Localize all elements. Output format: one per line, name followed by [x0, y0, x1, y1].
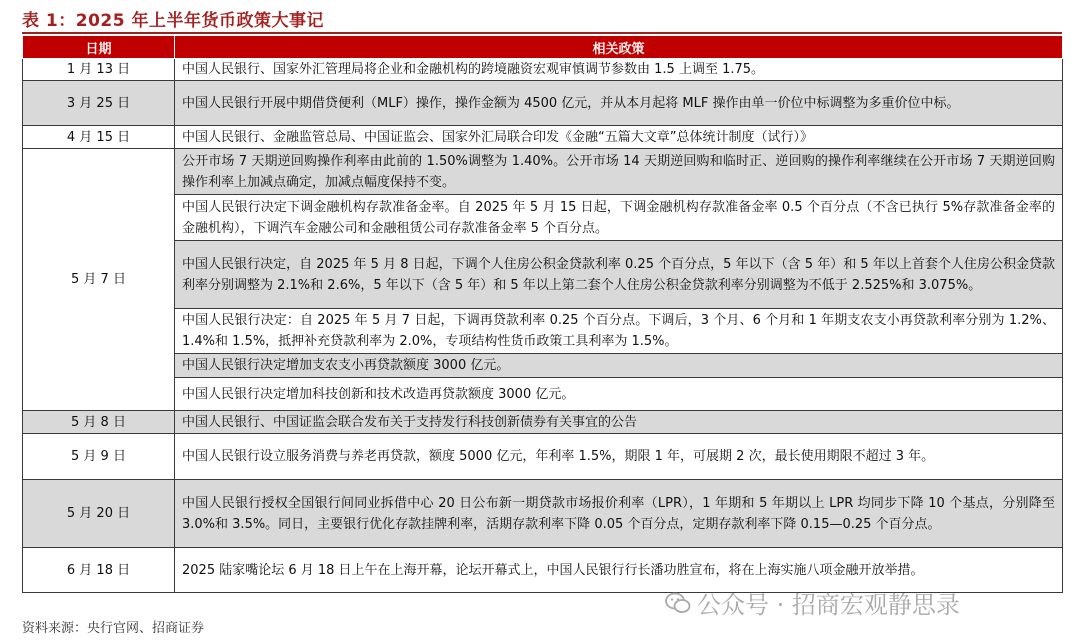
row-policy: 中国人民银行决定：自 2025 年 5 月 7 日起，下调再贷款利率 0.25 个百分点。下调后，3 个月、6 个月和 1 年期支农支小再贷款利率分别为 1.2%、1.4%和 1.5%，抵押补充贷款利率为 2.0%，专项结构性货币政策工具利率为 1.5%。 — [175, 309, 1063, 354]
table-row — [23, 309, 1063, 354]
table-row — [23, 81, 1063, 126]
policy-table — [22, 35, 1063, 593]
row-policy: 中国人民银行决定，自 2025 年 5 月 8 日起，下调个人住房公积金贷款利率 0.25 个百分点，5 年以下（含 5 年）和 5 年以上首套个人住房公积金贷款利率分别调整为 2.1%和 2.6%，5 年以下（含 5 年）和 5 年以上第二套个人住房公积金贷款利率分别调整为不低于 2.525%和 3.075%。 — [175, 241, 1063, 309]
table-row — [23, 241, 1063, 309]
wechat-icon — [665, 592, 691, 614]
table-title: 表 1：2025 年上半年货币政策大事记 — [22, 11, 324, 31]
row-date: 5 月 7 日 — [23, 149, 175, 411]
row-policy: 中国人民银行决定下调金融机构存款准备金率。自 2025 年 5 月 15 日起，下调金融机构存款准备金率 0.5 个百分点（不含已执行 5%存款准备金率的金融机构），下调汽车金融公司和金融租赁公司存款准备金率 5 个百分点。 — [175, 195, 1063, 241]
watermark-text: 公众号 · 招商宏观静思录 — [697, 591, 960, 619]
table-row — [23, 378, 1063, 411]
row-policy: 中国人民银行、国家外汇管理局将企业和金融机构的跨境融资宏观审慎调节参数由 1.5 上调至 1.75。 — [175, 59, 1063, 81]
row-date: 5 月 8 日 — [23, 411, 175, 434]
row-date: 1 月 13 日 — [23, 59, 175, 81]
header-policy: 相关政策 — [175, 36, 1063, 59]
row-policy: 中国人民银行决定增加支农支小再贷款额度 3000 亿元。 — [175, 354, 1063, 378]
table-row — [23, 149, 1063, 195]
row-policy: 2025 陆家嘴论坛 6 月 18 日上午在上海开幕，论坛开幕式上，中国人民银行行长潘功胜宣布，将在上海实施八项金融开放举措。 — [175, 548, 1063, 593]
row-date: 5 月 9 日 — [23, 434, 175, 480]
table-row — [23, 354, 1063, 378]
row-policy: 公开市场 7 天期逆回购操作利率由此前的 1.50%调整为 1.40%。公开市场 14 天期逆回购和临时正、逆回购的操作利率继续在公开市场 7 天期逆回购操作利率上加减点确定，加减点幅度保持不变。 — [175, 149, 1063, 195]
row-date: 3 月 25 日 — [23, 81, 175, 126]
title-rule — [22, 32, 1062, 34]
row-policy: 中国人民银行开展中期借贷便利（MLF）操作，操作金额为 4500 亿元，并从本月起将 MLF 操作由单一价位中标调整为多重价位中标。 — [175, 81, 1063, 126]
row-date: 5 月 20 日 — [23, 480, 175, 548]
table-row — [23, 126, 1063, 149]
row-policy: 中国人民银行、金融监管总局、中国证监会、国家外汇局联合印发《金融“五篇大文章”总体统计制度（试行）》 — [175, 126, 1063, 149]
row-date: 4 月 15 日 — [23, 126, 175, 149]
table-row — [23, 411, 1063, 434]
header-date: 日期 — [23, 36, 175, 59]
row-policy: 中国人民银行、中国证监会联合发布关于支持发行科技创新债券有关事宜的公告 — [175, 411, 1063, 434]
table-row — [23, 434, 1063, 480]
watermark — [665, 585, 960, 620]
table-row — [23, 195, 1063, 241]
source-note: 资料来源：央行官网、招商证券 — [22, 621, 205, 636]
table-row — [23, 59, 1063, 81]
row-date: 6 月 18 日 — [23, 548, 175, 593]
table-header-row — [23, 36, 1063, 59]
table-row — [23, 480, 1063, 548]
row-policy: 中国人民银行授权全国银行间同业拆借中心 20 日公布新一期贷款市场报价利率（LPR），1 年期和 5 年期以上 LPR 均同步下降 10 个基点，分别降至 3.0%和 3.5%。同日，主要银行优化存款挂牌利率，活期存款利率下降 0.05 个百分点，定期存款利率下降 0.15—0.25 个百分点。 — [175, 480, 1063, 548]
row-policy: 中国人民银行决定增加科技创新和技术改造再贷款额度 3000 亿元。 — [175, 378, 1063, 411]
row-policy: 中国人民银行设立服务消费与养老再贷款，额度 5000 亿元，年利率 1.5%，期限 1 年，可展期 2 次，最长使用期限不超过 3 年。 — [175, 434, 1063, 480]
